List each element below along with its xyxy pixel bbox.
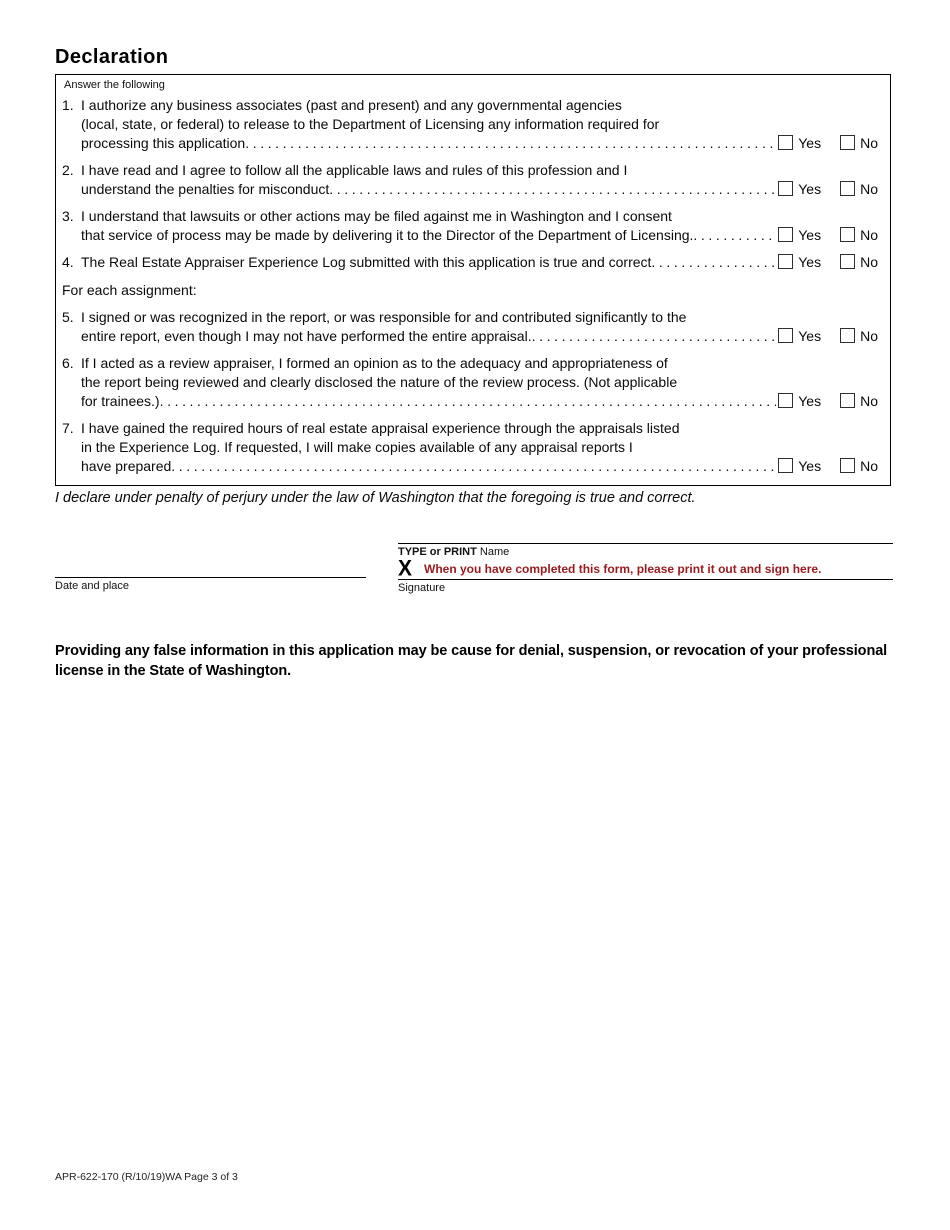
dot-leader: [651, 253, 776, 272]
question-number: 1.: [62, 97, 74, 113]
dot-leader: [171, 457, 776, 476]
question-number: 2.: [62, 162, 74, 178]
question-text: the report being reviewed and clearly disclosed the nature of the review process. (Not applicable: [81, 374, 678, 390]
question-5-yes-checkbox[interactable]: [778, 328, 793, 343]
no-label: No: [860, 458, 878, 474]
question-text: have prepared: [81, 458, 172, 474]
yes-label: Yes: [798, 458, 822, 474]
question-2-no-checkbox[interactable]: [840, 181, 855, 196]
question-text: processing this application: [81, 135, 246, 151]
yes-label: Yes: [798, 393, 822, 409]
question-text: I have gained the required hours of real estate appraisal experience through the appraisals listed: [81, 420, 680, 436]
question-row-3: [62, 207, 878, 245]
no-label: No: [860, 254, 878, 270]
dot-leader: [160, 392, 777, 411]
dot-leader: [329, 180, 776, 199]
question-3-no-checkbox[interactable]: [840, 227, 855, 242]
yes-label: Yes: [798, 181, 822, 197]
type-or-print-label: TYPE or PRINT: [398, 546, 477, 558]
question-3-yes-checkbox[interactable]: [778, 227, 793, 242]
question-text: that service of process may be made by delivering it to the Director of the Department of Licensing.: [81, 227, 694, 243]
perjury-statement: I declare under penalty of perjury under the law of Washington that the foregoing is true and correct.: [55, 490, 696, 506]
question-7-yes-checkbox[interactable]: [778, 458, 793, 473]
question-row-5: [62, 308, 878, 346]
type-or-print-name-field[interactable]: [398, 544, 893, 558]
sign-here-instruction: When you have completed this form, please print it out and sign here.: [424, 561, 822, 576]
question-text: in the Experience Log. If requested, I will make copies available of any appraisal reports I: [81, 439, 633, 455]
signature-label: Signature: [398, 582, 446, 594]
question-4-yes-checkbox[interactable]: [778, 254, 793, 269]
no-label: No: [860, 328, 878, 344]
question-4-no-checkbox[interactable]: [840, 254, 855, 269]
question-row-2: [62, 161, 878, 199]
question-number: 7.: [62, 420, 74, 436]
date-place-block[interactable]: [55, 577, 366, 592]
name-label: Name: [476, 546, 510, 558]
dot-leader: [532, 327, 777, 346]
question-number: 6.: [62, 355, 74, 371]
question-5-no-checkbox[interactable]: [840, 328, 855, 343]
question-6-yes-checkbox[interactable]: [778, 393, 793, 408]
no-label: No: [860, 181, 878, 197]
declaration-box: [55, 74, 891, 486]
no-label: No: [860, 227, 878, 243]
question-row-6: [62, 354, 878, 411]
no-label: No: [860, 393, 878, 409]
yes-label: Yes: [798, 227, 822, 243]
dot-leader: [693, 226, 776, 245]
question-text: I authorize any business associates (past and present) and any governmental agencies: [81, 97, 622, 113]
box-instruction-label: Answer the following: [64, 79, 165, 91]
question-text: entire report, even though I may not have performed the entire appraisal.: [81, 328, 532, 344]
question-text: understand the penalties for misconduct: [81, 181, 330, 197]
yes-label: Yes: [798, 254, 822, 270]
question-row-7: [62, 419, 878, 476]
yes-label: Yes: [798, 328, 822, 344]
x-sign-here-icon: X: [398, 556, 413, 581]
question-7-no-checkbox[interactable]: [840, 458, 855, 473]
question-number: 4.: [62, 254, 74, 270]
question-6-no-checkbox[interactable]: [840, 393, 855, 408]
question-text: The Real Estate Appraiser Experience Log submitted with this application is true and correct: [81, 254, 652, 270]
question-row-4: [62, 253, 878, 272]
question-text: for trainees.): [81, 393, 160, 409]
question-row-1: [62, 96, 878, 153]
question-number: 5.: [62, 309, 74, 325]
interlude-text: For each assignment:: [62, 282, 197, 298]
question-2-yes-checkbox[interactable]: [778, 181, 793, 196]
question-number: 3.: [62, 208, 74, 224]
form-number-footer: APR-622-170 (R/10/19)WA Page 3 of 3: [55, 1171, 238, 1183]
question-text: I signed or was recognized in the report, or was responsible for and contributed significantly to the: [81, 309, 687, 325]
question-text: I understand that lawsuits or other actions may be filed against me in Washington and I consent: [81, 208, 672, 224]
question-1-no-checkbox[interactable]: [840, 135, 855, 150]
yes-label: Yes: [798, 135, 822, 151]
name-signature-block: [398, 543, 893, 594]
page-title: Declaration: [55, 46, 169, 68]
false-information-warning: Providing any false information in this application may be cause for denial, suspension, or revocation of your professional license in the State of Washington.: [55, 643, 888, 679]
date-place-label: Date and place: [55, 580, 129, 592]
question-1-yes-checkbox[interactable]: [778, 135, 793, 150]
no-label: No: [860, 135, 878, 151]
question-text: (local, state, or federal) to release to the Department of Licensing any information required for: [81, 116, 660, 132]
question-text: I have read and I agree to follow all the applicable laws and rules of this profession and I: [81, 162, 628, 178]
dot-leader: [245, 134, 776, 153]
question-text: If I acted as a review appraiser, I formed an opinion as to the adequacy and appropriateness of: [81, 355, 668, 371]
